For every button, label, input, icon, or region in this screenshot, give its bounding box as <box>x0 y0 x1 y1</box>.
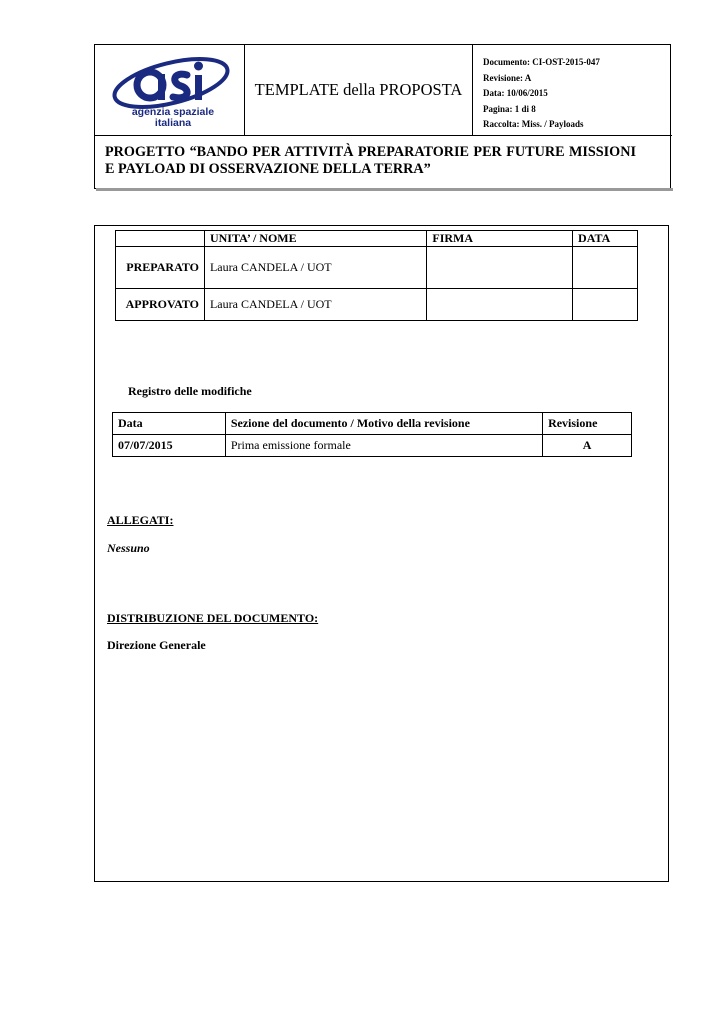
registro-label: Registro delle modifiche <box>128 384 252 398</box>
distribuzione-label: DISTRIBUZIONE DEL DOCUMENTO: <box>107 611 319 625</box>
meta-revisione: Revisione: A <box>483 72 532 83</box>
revision-table <box>112 412 632 457</box>
asi-logo <box>95 45 245 135</box>
project-title: PROGETTO “BANDO PER ATTIVITÀ PREPARATORIE PER FUTURE MISSIONI E PAYLOAD DI OSSERVAZIONE DELLA TERRA” <box>95 135 672 189</box>
meta-documento: Documento: CI-OST-2015-047 <box>483 57 600 67</box>
document-meta <box>473 45 671 135</box>
signature-data <box>573 247 638 289</box>
signature-name: Laura CANDELA / UOT <box>204 289 426 321</box>
revision-section: Prima emissione formale <box>225 435 542 457</box>
signature-role: APPROVATO <box>116 289 205 321</box>
signature-firma <box>427 247 573 289</box>
revision-date: 07/07/2015 <box>113 435 226 457</box>
revision-code: A <box>543 435 632 457</box>
signature-col-role <box>116 231 205 247</box>
signature-header-row <box>116 231 638 247</box>
revision-col-data: Data <box>113 413 226 435</box>
document-header <box>94 44 671 189</box>
meta-pagina: Pagina: 1 di 8 <box>483 103 536 114</box>
distribuzione-value: Direzione Generale <box>107 638 206 652</box>
allegati-label: ALLEGATI: <box>107 513 174 527</box>
revision-header-row <box>113 413 632 435</box>
logo-text-line2: italiana <box>154 117 192 129</box>
meta-raccolta: Raccolta: Miss. / Payloads <box>483 119 584 129</box>
logo-text-line1: agenzia spaziale <box>131 106 215 118</box>
signature-col-data: DATA <box>573 231 638 247</box>
table-row <box>113 435 632 457</box>
document-title: TEMPLATE della PROPOSTA <box>245 45 473 135</box>
signature-col-name: UNITA’ / NOME <box>204 231 426 247</box>
revision-col-sezione: Sezione del documento / Motivo della revisione <box>225 413 542 435</box>
revision-col-revisione: Revisione <box>543 413 632 435</box>
signature-col-firma: FIRMA <box>427 231 573 247</box>
signature-data <box>573 289 638 321</box>
table-row <box>116 289 638 321</box>
table-row <box>116 247 638 289</box>
signature-role: PREPARATO <box>116 247 205 289</box>
logo-cell <box>95 45 245 135</box>
signature-table <box>115 230 638 321</box>
content-frame <box>94 225 669 882</box>
signature-name: Laura CANDELA / UOT <box>204 247 426 289</box>
meta-data: Data: 10/06/2015 <box>483 88 548 98</box>
header-shadow <box>96 188 673 191</box>
allegati-value: Nessuno <box>107 541 150 555</box>
signature-firma <box>427 289 573 321</box>
